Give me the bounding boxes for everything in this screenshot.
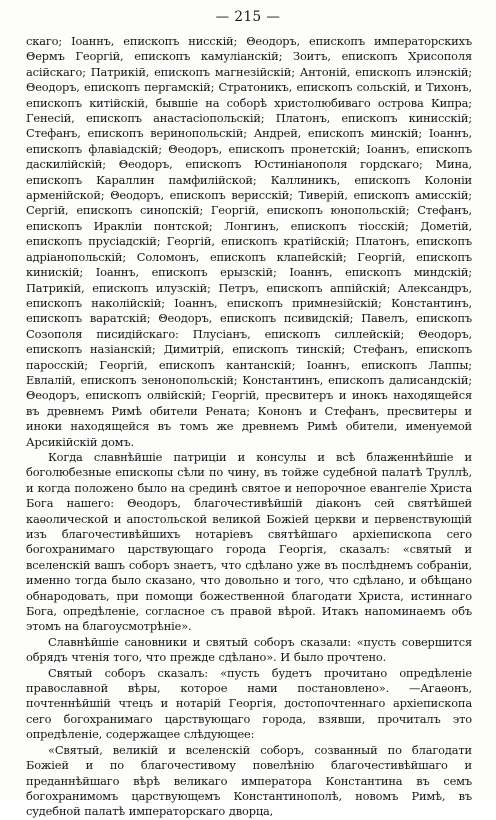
- paragraph-synod-reading: Святый соборъ сказалъ: «пусть будетъ прочитано опредѣленіе православной вѣры, которое нами постановлено». —Агаѳонъ, почтеннѣйшій чтецъ и нотарій Георгія, достопочтеннаго архіепископа сего богохранимаго царствующаго города, взявши, прочиталъ это опредѣленіе, содержащее слѣдующее:: [26, 665, 472, 742]
- page-body: [26, 34, 472, 820]
- paragraph-session-opening: Когда славнѣйшіе патриціи и консулы и всѣ блаженнѣйшіе и боголюбезные епископы сѣли по чину, въ тойже судебной палатѣ Труллѣ, и когда положено было на срединѣ святое и непорочное евангеліе Христа Бога нашего: Θеодоръ, благочестивѣйшій діаконъ сей святѣйшей каѳолической и апостольской великой Божіей церкви и первенствующій изъ благочестивѣйшихъ нотаріевъ святѣйшаго архіепископа сего богохранимаго царствующаго города Георгія, сказалъ: «святый и вселенскій вашъ соборъ знаетъ, что сдѣлано уже въ послѣднемъ собраніи, именно тогда было сказано, что довольно и того, что сдѣлано, и обѣщано обнародовать, при помощи божественной благодати Христа, истиннаго Бога, опредѣленіе, согласное съ правой вѣрой. Итакъ напоминаемъ объ этомъ на благоусмотрѣніе».: [26, 449, 472, 634]
- paragraph-dignitaries-reply: Славнѣйшіе сановники и святый соборъ сказали: «пусть совершится обрядъ чтенія того, что прежде сдѣлано». И было прочтено.: [26, 634, 472, 665]
- page-number: — 215 —: [215, 9, 281, 25]
- paragraph-definition-start: «Святый, великій и вселенскій соборъ, созванный по благодати Божіей и по благочестивому повелѣнію благочестивѣйшаго и преданнѣйшаго вѣрѣ великаго императора Константина въ семъ богохранимомъ царствующемъ Константинополѣ, новомъ Римѣ, въ судебной палатѣ императорскаго дворца,: [26, 742, 472, 819]
- paragraph-signatories: скаго; Іоаннъ, епископъ нисскій; Θеодоръ, епископъ императорскихъ Θермъ Георгій, епископъ камуліанскій; Зоитъ, епископъ Хрисополя асійскаго; Патрикій, епископъ магнезійскій; Антоній, епископъ илэнскій; Θеодоръ, епископъ пергамскій; Стратоникъ, епископъ сольскій, и Тихонъ, епископъ китійскій, бывшіе на соборѣ христолюбиваго острова Кипра; Генесій, епископъ анастасіопольскій; Платонъ, епископъ кинисскій; Стефанъ, епископъ веринопольскій; Андрей, епископъ минскій; Іоаннъ, епископъ флавіадскій; Θеодоръ, епископъ пронетскій; Іоаннъ, епископъ даскилійскій; Θеодоръ, епископъ Юстиніанополя гордскаго; Мина, епископъ Караллин памфилійской; Каллиникъ, епископъ Колоніи арменійской; Θеодоръ, епископъ верисскій; Тиверій, епископъ амисскій; Сергій, епископъ синопскій; Георгій, епископъ юнопольскій; Стефанъ, епископъ Иракліи понтской; Лонгинъ, епископъ тіосскій; Дометій, епископъ прусіадскій; Георгій, епископъ кратійскій; Платонъ, епископъ адріанопольскій; Соломонъ, епископъ клапейскій; Георгій, епископъ кинискій; Іоаннъ, епископъ ерызскій; Іоаннъ, епископъ миндскій; Патрикій, епископъ илузскій; Петръ, епископъ аппійскій; Александръ, епископъ наколійскій; Іоаннъ, епископъ примнезійскій; Константинъ, епископъ варатскій; Θеодоръ, епископъ псивидскій; Павелъ, епископъ Созополя писидійскаго: Плусіанъ, епископъ силлейскій; Θеодоръ, епископъ назіанскій; Димитрій, епископъ тинскій; Стефанъ, епископъ паросскій; Георгій, епископъ кантанскій; Іоаннъ, епископъ Лаппы; Евлалій, епископъ зенонопольскій; Константинъ, епископъ далисандскій; Θеодоръ, епископъ олвійскій; Георгій, пресвитеръ и инокъ находящейся въ древнемъ Римѣ обители Рената; Кононъ и Стефанъ, пресвитеры и иноки находящейся въ томъ же древнемъ Римѣ обители, именуемой Арсикійскій домъ.: [26, 34, 472, 449]
